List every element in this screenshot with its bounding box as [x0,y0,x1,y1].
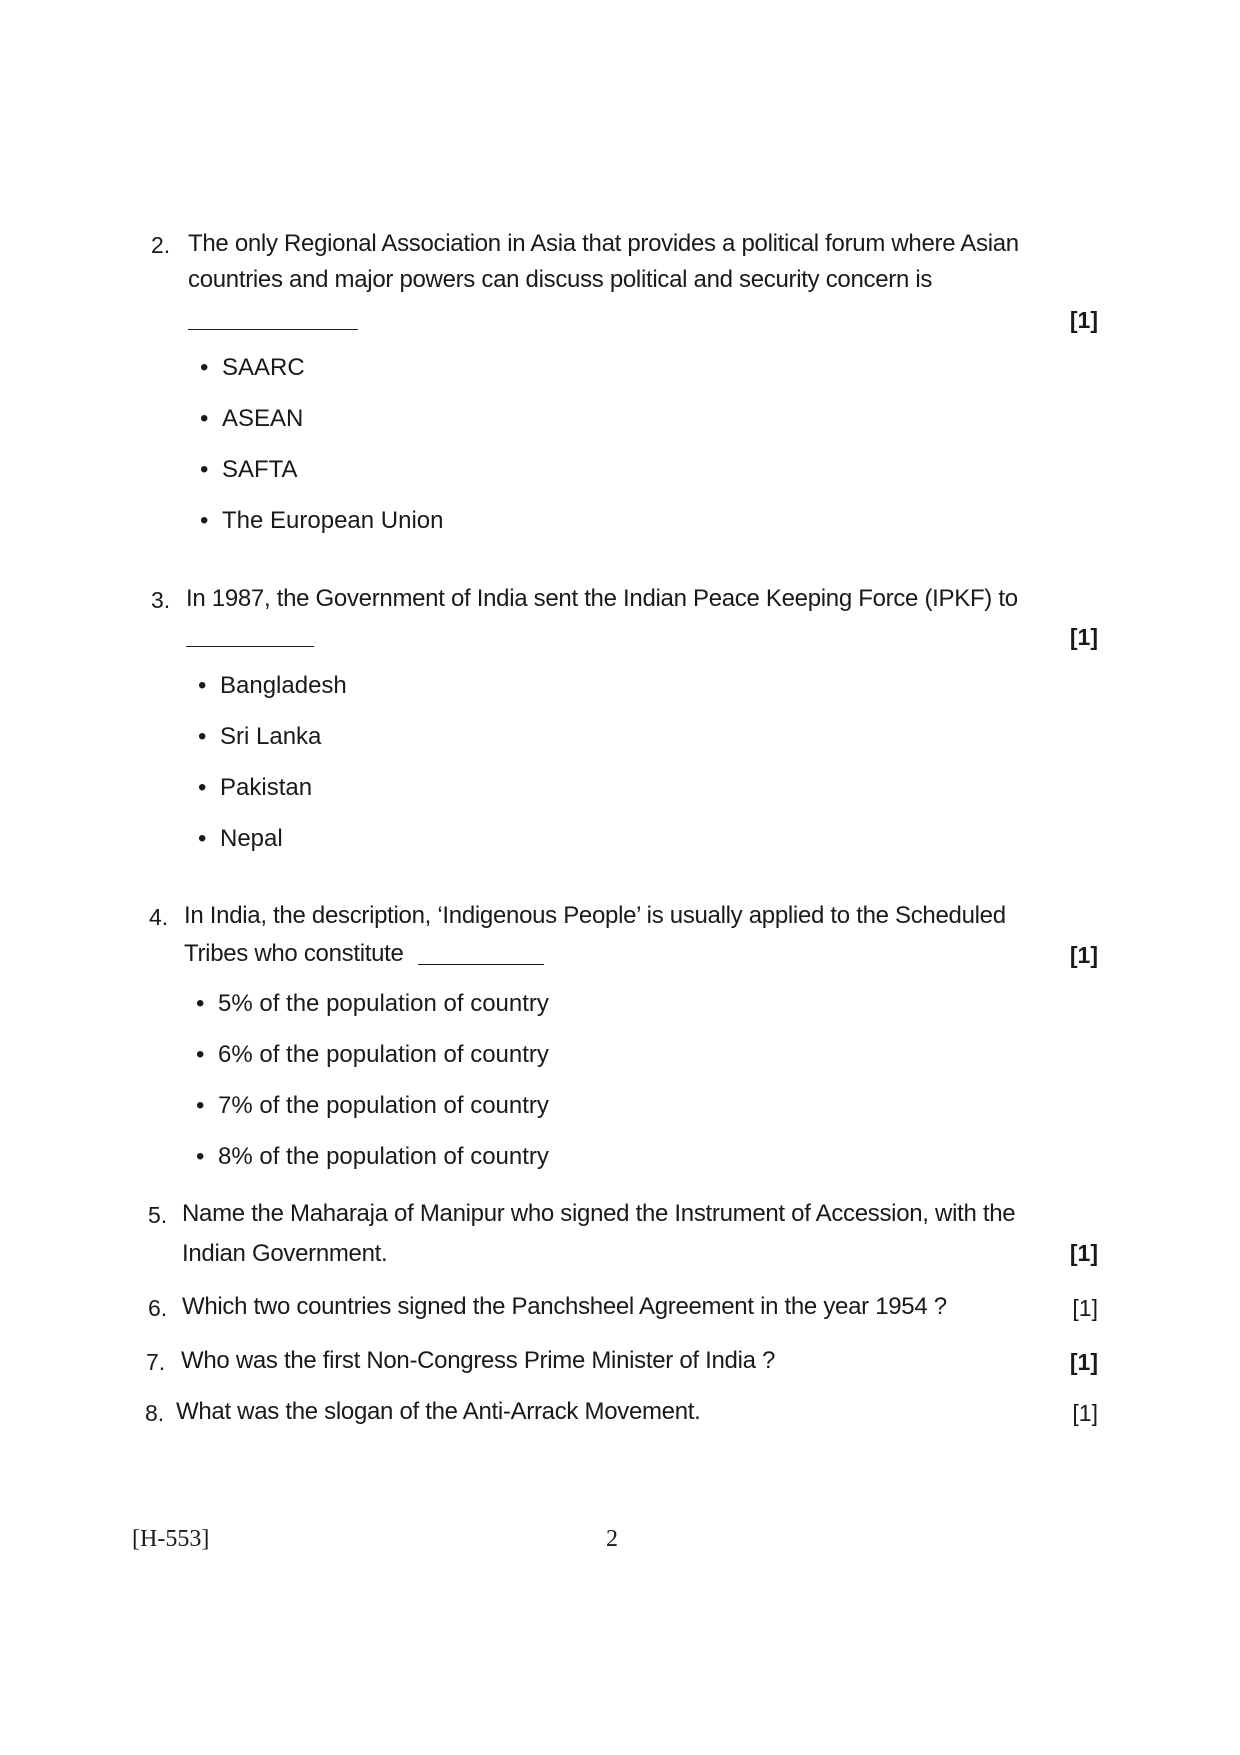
marks: [1] [1069,307,1098,333]
option: • SAFTA [200,456,298,483]
question-number: 2. [151,232,171,258]
option: • Sri Lanka [198,723,322,750]
question-text: Who was the first Non-Congress Prime Minister of India ? [181,1347,776,1374]
question-text: What was the slogan of the Anti-Arrack Movement. [176,1398,701,1425]
page-number: 2 [606,1526,618,1552]
marks: [1] [1072,1295,1098,1321]
option: • SAARC [200,354,305,381]
option: • Pakistan [198,774,313,801]
question-text: In 1987, the Government of India sent the Indian Peace Keeping Force (IPKF) to [186,585,1018,612]
question-text: Indian Government. [182,1240,388,1267]
question-number: 3. [151,587,171,613]
question-text: countries and major powers can discuss political and security concern is [188,266,933,293]
marks: [1] [1069,942,1098,968]
question-text: Name the Maharaja of Manipur who signed the Instrument of Accession, with the [182,1200,1016,1227]
option: • ASEAN [200,405,304,432]
question-text: The only Regional Association in Asia that provides a political forum where Asian [188,230,1019,257]
question-text: In India, the description, ‘Indigenous People’ is usually applied to the Scheduled [184,902,1006,929]
option: • 6% of the population of country [196,1041,549,1068]
marks: [1] [1069,1240,1098,1266]
option: • Nepal [198,825,283,852]
question-text: Tribes who constitute [184,940,404,967]
answer-blank [418,963,544,965]
answer-blank [188,328,358,330]
question-number: 8. [145,1400,165,1426]
option: • 7% of the population of country [196,1092,549,1119]
marks: [1] [1069,1349,1098,1375]
option: • Bangladesh [198,672,347,699]
question-number: 4. [149,904,169,930]
question-number: 5. [148,1202,168,1228]
marks: [1] [1072,1400,1098,1426]
option: • 8% of the population of country [196,1143,549,1170]
question-number: 6. [148,1295,168,1321]
question-number: 7. [146,1349,166,1375]
marks: [1] [1069,624,1098,650]
option: • 5% of the population of country [196,990,549,1017]
answer-blank [186,645,314,647]
question-text: Which two countries signed the Panchsheel Agreement in the year 1954 ? [182,1293,947,1320]
option: • The European Union [200,507,444,534]
paper-code: [H-553] [132,1526,210,1552]
